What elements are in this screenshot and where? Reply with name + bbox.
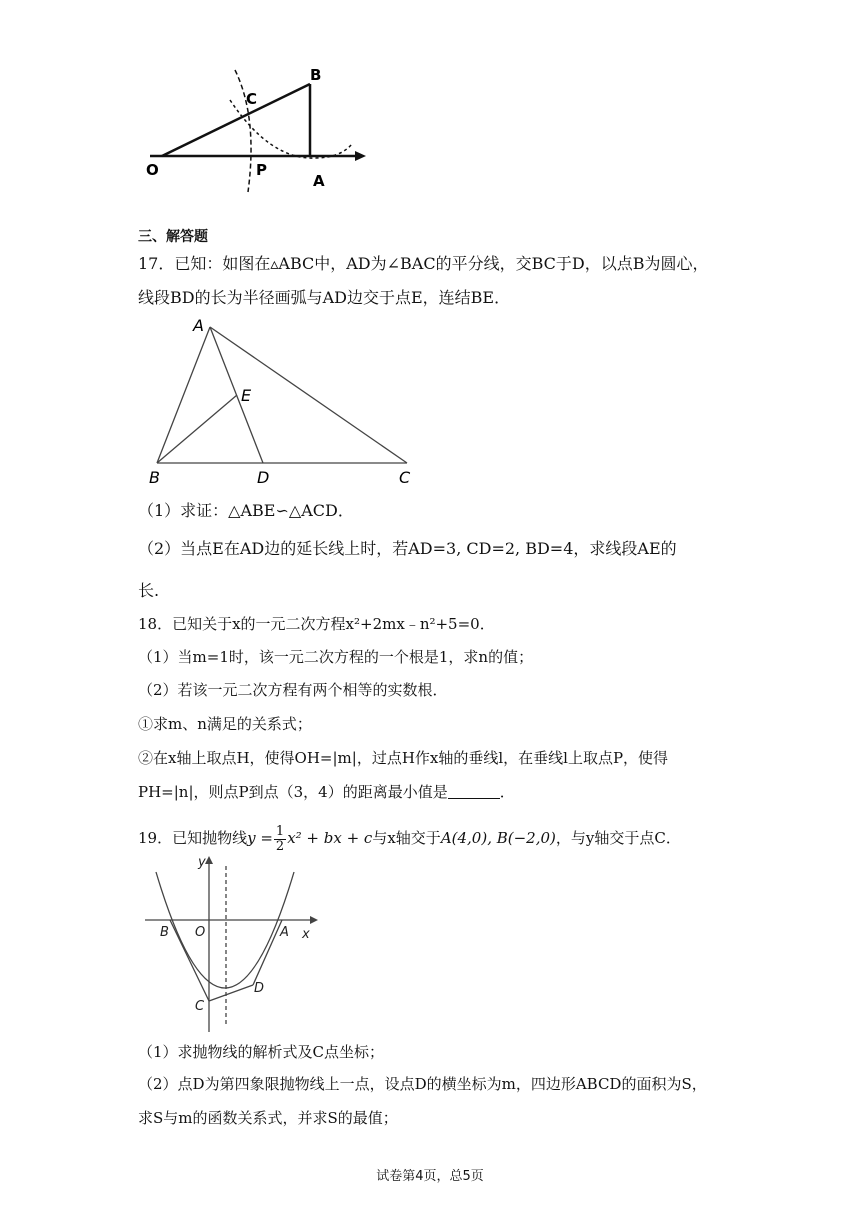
q19-part2-line2: 求S与m的函数关系式，并求S的最值； [138, 1109, 398, 1127]
q19-tail: x² + bx + c [287, 829, 373, 847]
arc-vertical [235, 70, 251, 192]
q19-label-d: D [254, 981, 265, 996]
q17-label-e: E [241, 386, 252, 405]
fraction-denominator: 2 [275, 838, 285, 854]
arc-curve [230, 100, 352, 158]
q18-sub1: ①求m、n满足的关系式； [138, 715, 312, 733]
label-a: A [313, 172, 325, 190]
figure-triangle-arcs [140, 62, 370, 197]
q17-label-b: B [149, 468, 160, 487]
figure-q17-triangle [145, 315, 425, 490]
q18-sub2-end: ． [499, 783, 515, 801]
segment-ob [162, 84, 310, 156]
label-p: P [256, 161, 267, 179]
q18-sub2-line2 [138, 781, 515, 803]
section-heading: 三、解答题 [138, 229, 208, 245]
q19-label-y: y [198, 855, 206, 870]
q19-suffix: ，与y轴交于点C． [555, 829, 681, 847]
fraction-numerator: 1 [275, 823, 285, 839]
q18-sub2-line1: ②在x轴上取点H，使得OH=|m|，过点H作x轴的垂线l，在垂线l上取点P，使得 [138, 749, 669, 767]
q19-fraction [274, 825, 286, 854]
q19-label-b: B [160, 925, 169, 940]
q19-label-o: O [195, 925, 206, 940]
q18-line1: 18．已知关于x的一元二次方程x²+2mx﹣n²+5=0． [138, 615, 495, 633]
q19-prefix: 19．已知抛物线 [138, 829, 248, 847]
q17-line2: 线段BD的长为半径画弧与AD边交于点E，连结BE． [138, 288, 511, 307]
q17-part1: （1）求证：△ABE∽△ACD． [138, 501, 354, 520]
q19-y-eq: y = [247, 829, 273, 847]
q17-line1: 17．已知：如图在▵ABC中，AD为∠BAC的平分线，交BC于D，以点B为圆心， [138, 254, 709, 273]
q19-label-c: C [195, 999, 205, 1014]
q17-label-c: C [399, 468, 411, 487]
q19-part2-line1: （2）点D为第四象限抛物线上一点，设点D的横坐标为m，四边形ABCD的面积为S， [138, 1075, 707, 1093]
q19-points: A(4,0), B(−2,0) [440, 829, 556, 847]
label-o: O [146, 161, 159, 179]
q19-part1: （1）求抛物线的解析式及C点坐标； [138, 1043, 385, 1061]
figure-q19-parabola [140, 852, 325, 1037]
q17-label-d: D [257, 468, 270, 487]
q18-sub2-text: PH=|n|，则点P到点（3，4）的距离最小值是 [138, 783, 448, 801]
q17-part2-line2: 长. [138, 581, 160, 600]
arrow-head [355, 151, 366, 161]
page-footer: 试卷第4页，总5页 [376, 1169, 484, 1184]
q19-label-a: A [280, 925, 289, 940]
q18-part1: （1）当m=1时，该一元二次方程的一个根是1，求n的值； [138, 648, 534, 666]
parabola-curve [156, 872, 294, 988]
label-c: C [246, 90, 258, 108]
q17-label-a: A [193, 316, 204, 335]
q19-mid: 与x轴交于 [372, 829, 441, 847]
q17-part2-line1: （2）当点E在AD边的延长线上时，若AD=3, CD=2, BD=4，求线段AE的 [138, 539, 677, 558]
label-b: B [310, 66, 322, 84]
q18-part2: （2）若该一元二次方程有两个相等的实数根． [138, 681, 448, 699]
q19-label-x: x [302, 927, 310, 942]
answer-blank[interactable] [448, 782, 500, 799]
